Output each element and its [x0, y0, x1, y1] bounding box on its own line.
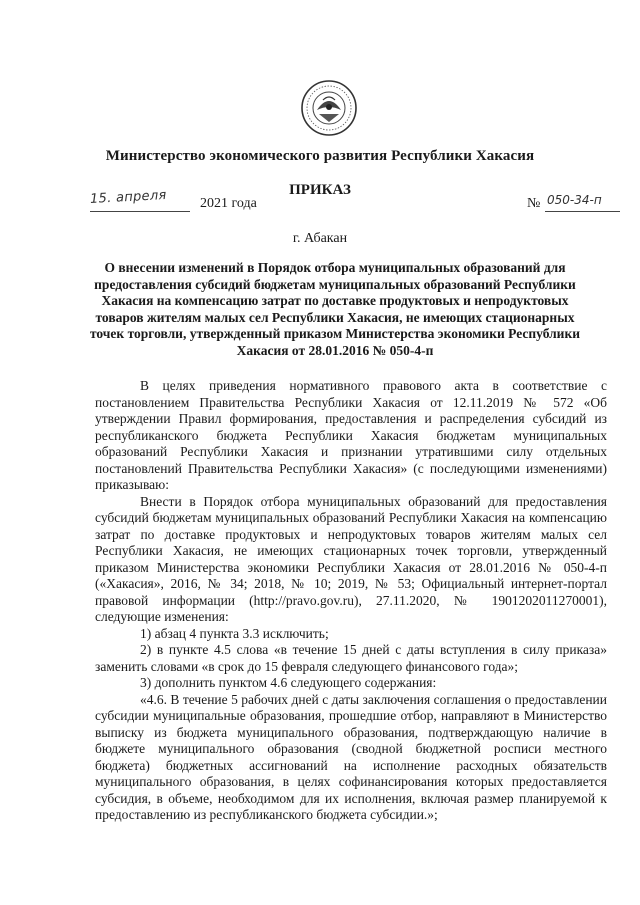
date-underline	[90, 211, 190, 212]
paragraph-clause-4-6: «4.6. В течение 5 рабочих дней с даты заключения соглашения о предоставлении субсидии муниципальные образования, прошедшие отбор, направляют в Министерство выписку из бюджета муниципального образования, подтверждающую наличие в бюджете муниципального образования (сводной бюджетной росписи местного бюджета) бюджетных ассигнований на исполнение расходных обязательств муниципального образования, в целях софинансирования которых предоставляется субсидия, в объеме, необходимом для их исполнения, включая размер планируемой к предоставлению из республиканского бюджета субсидии.»;	[95, 691, 607, 822]
handwritten-number: 050-34-п	[547, 193, 602, 207]
document-type: ПРИКАЗ	[289, 182, 351, 198]
paragraph-item-1: 1) абзац 4 пункта 3.3 исключить;	[140, 625, 329, 641]
handwritten-date: 15. апреля	[89, 188, 167, 207]
order-number	[505, 193, 625, 218]
number-underline	[545, 211, 620, 212]
paragraph-item-3: 3) дополнить пунктом 4.6 следующего содержания:	[140, 675, 437, 690]
paragraph-item-2: 2) в пункте 4.5 слова «в течение 15 дней с даты вступления в силу приказа» заменить словами «в срок до 15 февраля следующего финансового года»;	[95, 642, 607, 674]
document-body	[95, 378, 607, 824]
paragraph-preamble: В целях приведения нормативного правового акта в соответствие с постановлением Правительства Республики Хакасия от 12.11.2019 № 572 «Об утверждении Правил формирования, предоставления и распределения субсидий из республиканского бюджета Республики Хакасия бюджетам муниципальных образований Республики Хакасия и признании утратившими силу отдельных постановлений Правительства Республики Хакасия» (с последующими изменениями) приказываю:	[95, 378, 607, 492]
order-date	[89, 188, 290, 218]
document-heading: О внесении изменений в Порядок отбора муниципальных образований для предоставления субсидий бюджетам муниципальных образований Республики Хакасия на компенсацию затрат по доставке продуктовых и непродуктовых товаров жителям малых сел Республики Хакасия, не имеющих стационарных точек торговли, утвержденный приказом Министерства экономики Республики Хакасия от 28.01.2016 № 050-4-п	[89, 260, 581, 358]
city: г. Абакан	[292, 231, 348, 246]
ministry-name: Министерство экономического развития Республики Хакасия	[105, 148, 535, 164]
date-year: 2021 года	[200, 196, 257, 211]
coat-of-arms-icon	[299, 78, 359, 138]
paragraph-main: Внести в Порядок отбора муниципальных образований для предоставления субсидий бюджетам муниципальных образований Республики Хакасия на компенсацию затрат по доставке продуктовых и непродуктовых товаров жителям малых сел Республики Хакасия, не имеющих стационарных точек торговли, утвержденный приказом Министерства экономики Республики Хакасия от 28.01.2016 № 050-4-п («Хакасия», 2016, № 34; 2018, № 10; 2019, № 53; Официальный интернет-портал правовой информации (http://pravo.gov.ru), 27.11.2020, № 1901202011270001), следующие изменения:	[95, 493, 607, 624]
number-sign: №	[527, 196, 541, 211]
